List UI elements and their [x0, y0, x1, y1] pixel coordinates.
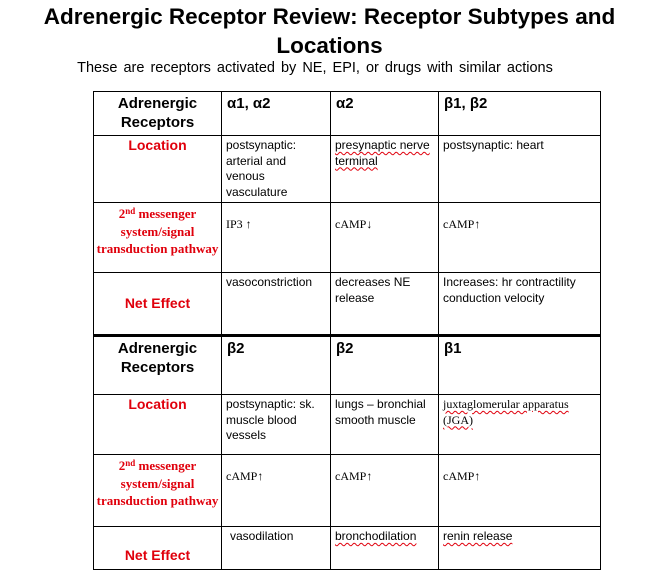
- messenger-cell: IP3 ↑: [222, 203, 331, 273]
- net-effect-label: Net Effect: [94, 527, 222, 570]
- location-cell: [439, 395, 601, 455]
- table-row: [94, 92, 601, 136]
- receptor-cell: β2: [222, 336, 331, 395]
- location-label: Location: [94, 136, 222, 203]
- net-effect-cell: vasoconstriction: [222, 273, 331, 336]
- messenger-cell: cAMP↑: [439, 203, 601, 273]
- messenger-label-text: messenger system/signal transduction pathway: [96, 206, 219, 256]
- messenger-label-text: messenger system/signal transduction pathway: [96, 458, 219, 508]
- net-effect-cell: [331, 527, 439, 570]
- receptors-label: Adrenergic Receptors: [94, 92, 222, 136]
- location-text: juxtaglomerular apparatus (JGA): [443, 397, 569, 427]
- location-cell: [331, 136, 439, 203]
- net-effect-cell: Increases: hr contractility conduction velocity: [439, 273, 601, 336]
- table-row: [94, 203, 601, 273]
- location-cell: postsynaptic: arterial and venous vasculature: [222, 136, 331, 203]
- messenger-cell: cAMP↑: [222, 455, 331, 527]
- net-effect-cell: vasodilation: [222, 527, 331, 570]
- messenger-cell: cAMP↑: [439, 455, 601, 527]
- net-effect-cell: [439, 527, 601, 570]
- location-text: presynaptic nerve terminal: [335, 138, 430, 168]
- messenger-label: 2nd messenger system/signal transduction pathway: [94, 203, 222, 273]
- net-effect-cell: decreases NE release: [331, 273, 439, 336]
- net-effect-label: Net Effect: [94, 273, 222, 336]
- messenger-cell: cAMP↓: [331, 203, 439, 273]
- receptor-cell: α2: [331, 92, 439, 136]
- net-effect-text: renin release: [443, 529, 513, 543]
- messenger-cell: cAMP↑: [331, 455, 439, 527]
- location-cell: lungs – bronchial smooth muscle: [331, 395, 439, 455]
- title-line-1: Adrenergic Receptor Review: Receptor Subtypes and: [43, 4, 616, 29]
- table-row: [94, 336, 601, 395]
- receptor-cell: β2: [331, 336, 439, 395]
- subtitle: These are receptors activated by NE, EPI, or drugs with similar actions: [77, 60, 553, 76]
- page-title: [0, 2, 659, 60]
- table-row: [94, 455, 601, 527]
- title-line-2: Locations: [276, 33, 383, 58]
- receptor-cell: β1: [439, 336, 601, 395]
- table-row: [94, 527, 601, 570]
- receptor-cell: β1, β2: [439, 92, 601, 136]
- table-row: [94, 273, 601, 336]
- receptor-table: [93, 91, 601, 570]
- table-row: [94, 395, 601, 455]
- messenger-label: 2nd messenger system/signal transduction pathway: [94, 455, 222, 527]
- location-label: Location: [94, 395, 222, 455]
- messenger-label-sup: nd: [125, 206, 136, 216]
- receptors-label: Adrenergic Receptors: [94, 336, 222, 395]
- net-effect-text: bronchodilation: [335, 529, 417, 543]
- messenger-label-sup: nd: [125, 458, 136, 468]
- table-row: [94, 136, 601, 203]
- location-cell: postsynaptic: heart: [439, 136, 601, 203]
- receptor-cell: α1, α2: [222, 92, 331, 136]
- location-cell: postsynaptic: sk. muscle blood vessels: [222, 395, 331, 455]
